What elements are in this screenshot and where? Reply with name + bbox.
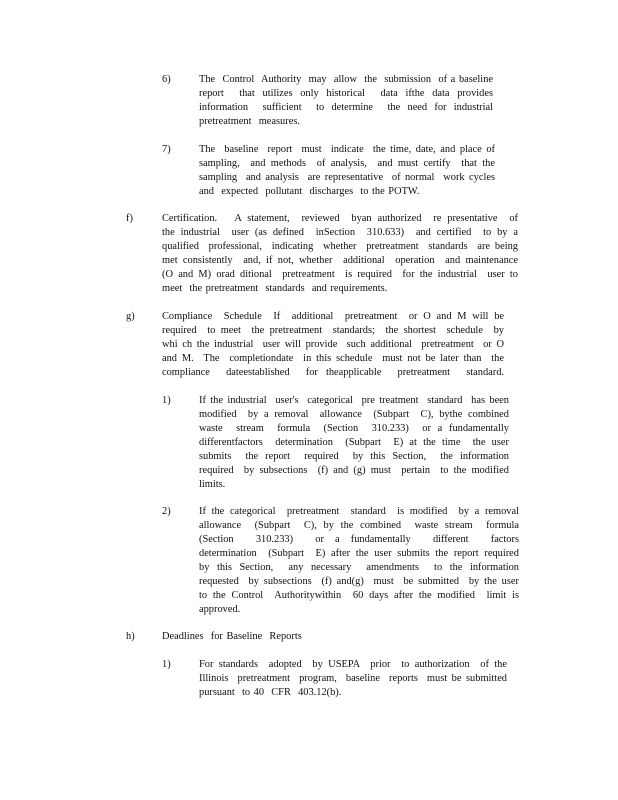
item-f-text	[162, 212, 518, 296]
item-g2-line-3: (Section 310.233) or a fundamentally different factors	[199, 534, 519, 545]
item-h-marker: h)	[126, 631, 135, 642]
item-6-line-4: pretreatment measures.	[199, 116, 300, 127]
item-g1-line-4: differentfactors determination (Subpart E) at the time the user	[199, 437, 509, 448]
item-h-heading: Deadlines for Baseline Reports	[162, 631, 302, 642]
item-f-line-2: the industrial user (as defined inSection 310.633) and certified to by a	[162, 227, 518, 238]
item-g2-line-4: determination (Subpart E) after the user submits the report required	[199, 548, 519, 559]
item-g-line-1: Compliance Schedule If additional pretreatment or O and M will be	[162, 311, 504, 322]
item-f-line-5: (O and M) orad ditional pretreatment is required for the industrial user to	[162, 269, 518, 280]
item-h1-line-2: Illinois pretreatment program, baseline reports must be submitted	[199, 673, 507, 684]
item-f-marker: f)	[126, 213, 133, 224]
item-g1-line-1: If the industrial user's categorical pre treatment standard has been	[199, 395, 509, 406]
item-7-line-3: sampling and analysis are representative of normal work cycles	[199, 172, 495, 183]
item-7-line-1: The baseline report must indicate the time, date, and place of	[199, 144, 495, 155]
item-h1-marker: 1)	[162, 659, 171, 670]
item-f-line-6: meet the pretreatment standards and requirements.	[162, 283, 388, 294]
item-g1-text	[199, 394, 509, 492]
item-g1-line-5: submits the report required by this Section, the information	[199, 451, 509, 462]
item-6-line-1: The Control Authority may allow the submission of a baseline	[199, 74, 493, 85]
item-g1-line-3: waste stream formula (Section 310.233) or a fundamentally	[199, 423, 509, 434]
item-g-line-2: required to meet the pretreatment standards; the shortest schedule by	[162, 325, 504, 336]
item-h1-text	[199, 658, 507, 700]
item-g1-line-2: modified by a removal allowance (Subpart C), bythe combined	[199, 409, 509, 420]
item-g1-marker: 1)	[162, 395, 171, 406]
item-7-line-4: and expected pollutant discharges to the POTW.	[199, 186, 420, 197]
item-6-line-2: report that utilizes only historical data ifthe data provides	[199, 88, 493, 99]
item-g2-line-8: approved.	[199, 604, 241, 615]
item-g2-marker: 2)	[162, 506, 171, 517]
item-g-line-4: and M. The completiondate in this schedule must not be later than the	[162, 353, 504, 364]
item-g-line-5: compliance dateestablished for theapplicable pretreatment standard.	[162, 367, 504, 378]
item-g-text	[162, 310, 504, 380]
item-f-line-1: Certification. A statement, reviewed byan authorized re presentative of	[162, 213, 518, 224]
item-g2-line-5: by this Section, any necessary amendments to the information	[199, 562, 519, 573]
item-7-marker: 7)	[162, 144, 171, 155]
item-g-line-3: whi ch the industrial user will provide such additional pretreatment or O	[162, 339, 504, 350]
item-f-line-4: met consistently and, if not, whether additional operation and maintenance	[162, 255, 518, 266]
item-6-marker: 6)	[162, 74, 171, 85]
item-6-text	[199, 73, 493, 129]
item-7-line-2: sampling, and methods of analysis, and must certify that the	[199, 158, 495, 169]
item-f-line-3: qualified professional, indicating whether pretreatment standards are being	[162, 241, 518, 252]
item-h-text	[162, 630, 362, 644]
item-7-text	[199, 143, 495, 199]
item-g2-line-6: requested by subsections (f) and(g) must be submitted by the user	[199, 576, 519, 587]
item-g2-line-2: allowance (Subpart C), by the combined waste stream formula	[199, 520, 519, 531]
item-h1-line-1: For standards adopted by USEPA prior to authorization of the	[199, 659, 507, 670]
item-g-marker: g)	[126, 311, 135, 322]
item-g2-line-7: to the Control Authoritywithin 60 days after the modified limit is	[199, 590, 519, 601]
item-g2-text	[199, 505, 519, 617]
item-g1-line-6: required by subsections (f) and (g) must pertain to the modified	[199, 465, 509, 476]
item-g1-line-7: limits.	[199, 479, 226, 490]
item-6-line-3: information sufficient to determine the need for industrial	[199, 102, 493, 113]
item-h1-line-3: pursuant to 40 CFR 403.12(b).	[199, 687, 342, 698]
item-g2-line-1: If the categorical pretreatment standard is modified by a removal	[199, 506, 519, 517]
